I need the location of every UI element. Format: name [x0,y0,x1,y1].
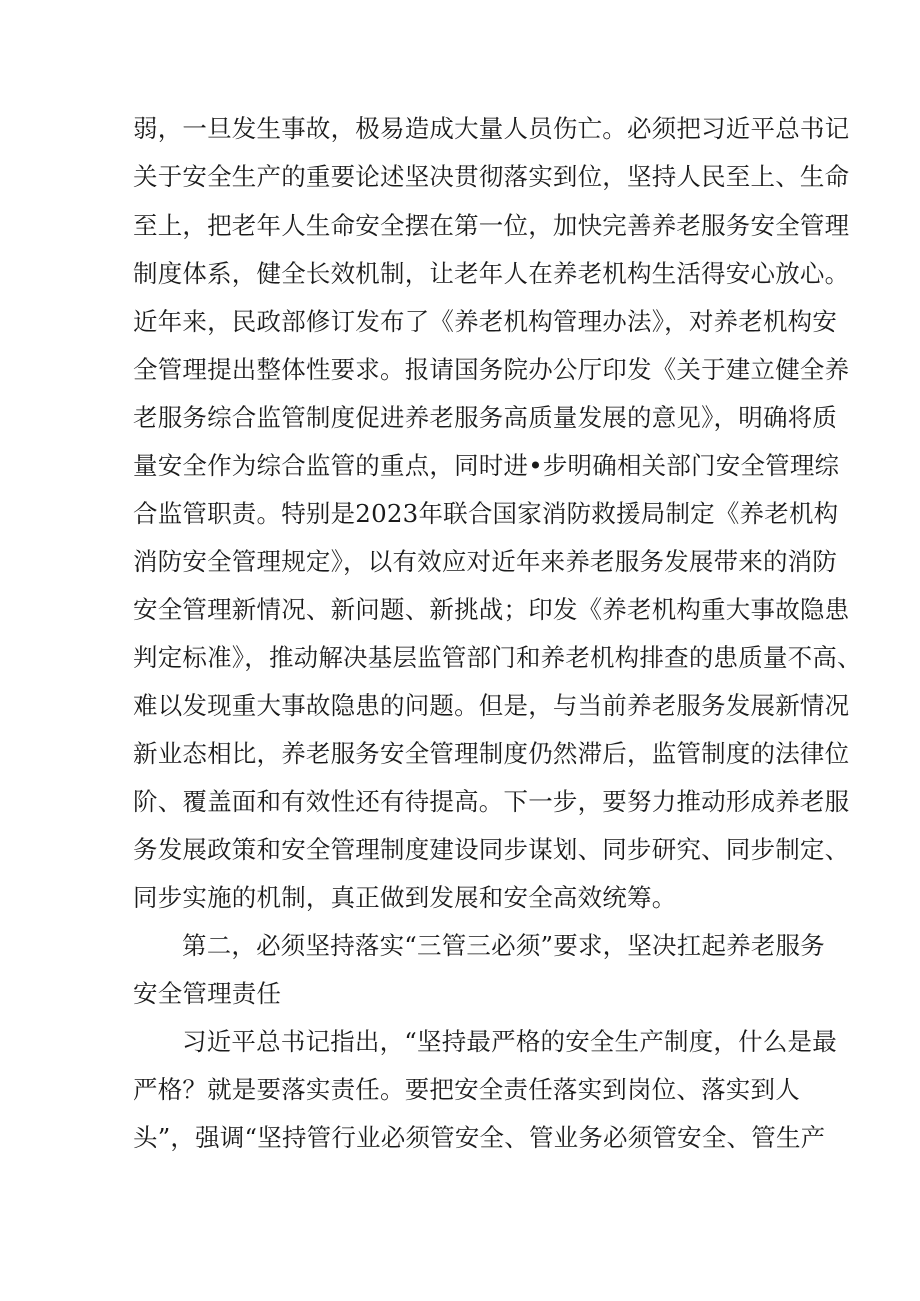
text-line: 难以发现重大事故隐患的问题。但是，与当前养老服务发展新情况 [133,691,850,720]
text-line: 关于安全生产的重要论述坚决贯彻落实到位，坚持人民至上、生命 [133,162,850,191]
text-line: 近年来，民政部修订发布了《养老机构管理办法》，对养老机构安 [133,307,838,336]
section-heading-line: 第二，必须坚持落实“三管三必须”要求，坚决扛起养老服务 [182,931,825,960]
text-line: 弱，一旦发生事故，极易造成大量人员伤亡。必须把习近平总书记 [133,114,850,143]
text-line: 阶、覆盖面和有效性还有待提高。下一步，要努力推动形成养老服 [133,787,850,816]
text-line: 安全管理新情况、新问题、新挑战；印发《养老机构重大事故隐患 [133,595,850,624]
text-line: 新业态相比，养老服务安全管理制度仍然滞后，监管制度的法律位 [133,739,850,768]
text-line: 全管理提出整体性要求。报请国务院办公厅印发《关于建立健全养 [133,355,850,384]
text-line: 同步实施的机制，真正做到发展和安全高效统筹。 [133,883,677,912]
text-line: 头”，强调“坚持管行业必须管安全、管业务必须管安全、管生产 [133,1123,826,1152]
text-line: 量安全作为综合监管的重点，同时进•步明确相关部门安全管理综 [133,451,840,480]
text-line: 合监管职责。特别是2023年联合国家消防救援局制定《养老机构 [133,499,839,528]
text-line: 判定标准》，推动解决基层监管部门和养老机构排查的患质量不高、 [133,643,862,672]
text-line: 务发展政策和安全管理制度建设同步谋划、同步研究、同步制定、 [133,835,850,864]
text-line: 制度体系，健全长效机制，让老年人在养老机构生活得安心放心。 [133,259,850,288]
text-line: 严格？就是要落实责任。要把安全责任落实到岗位、落实到人 [133,1075,800,1104]
text-line: 消防安全管理规定》，以有效应对近年来养老服务发展带来的消防 [133,547,838,576]
text-line: 习近平总书记指出，“坚持最严格的安全生产制度，什么是最 [182,1027,837,1056]
text-line: 老服务综合监管制度促进养老服务高质量发展的意见》，明确将质 [133,403,838,432]
section-heading-line: 安全管理责任 [133,979,282,1008]
text-line: 至上，把老年人生命安全摆在第一位，加快完善养老服务安全管理 [133,211,850,240]
